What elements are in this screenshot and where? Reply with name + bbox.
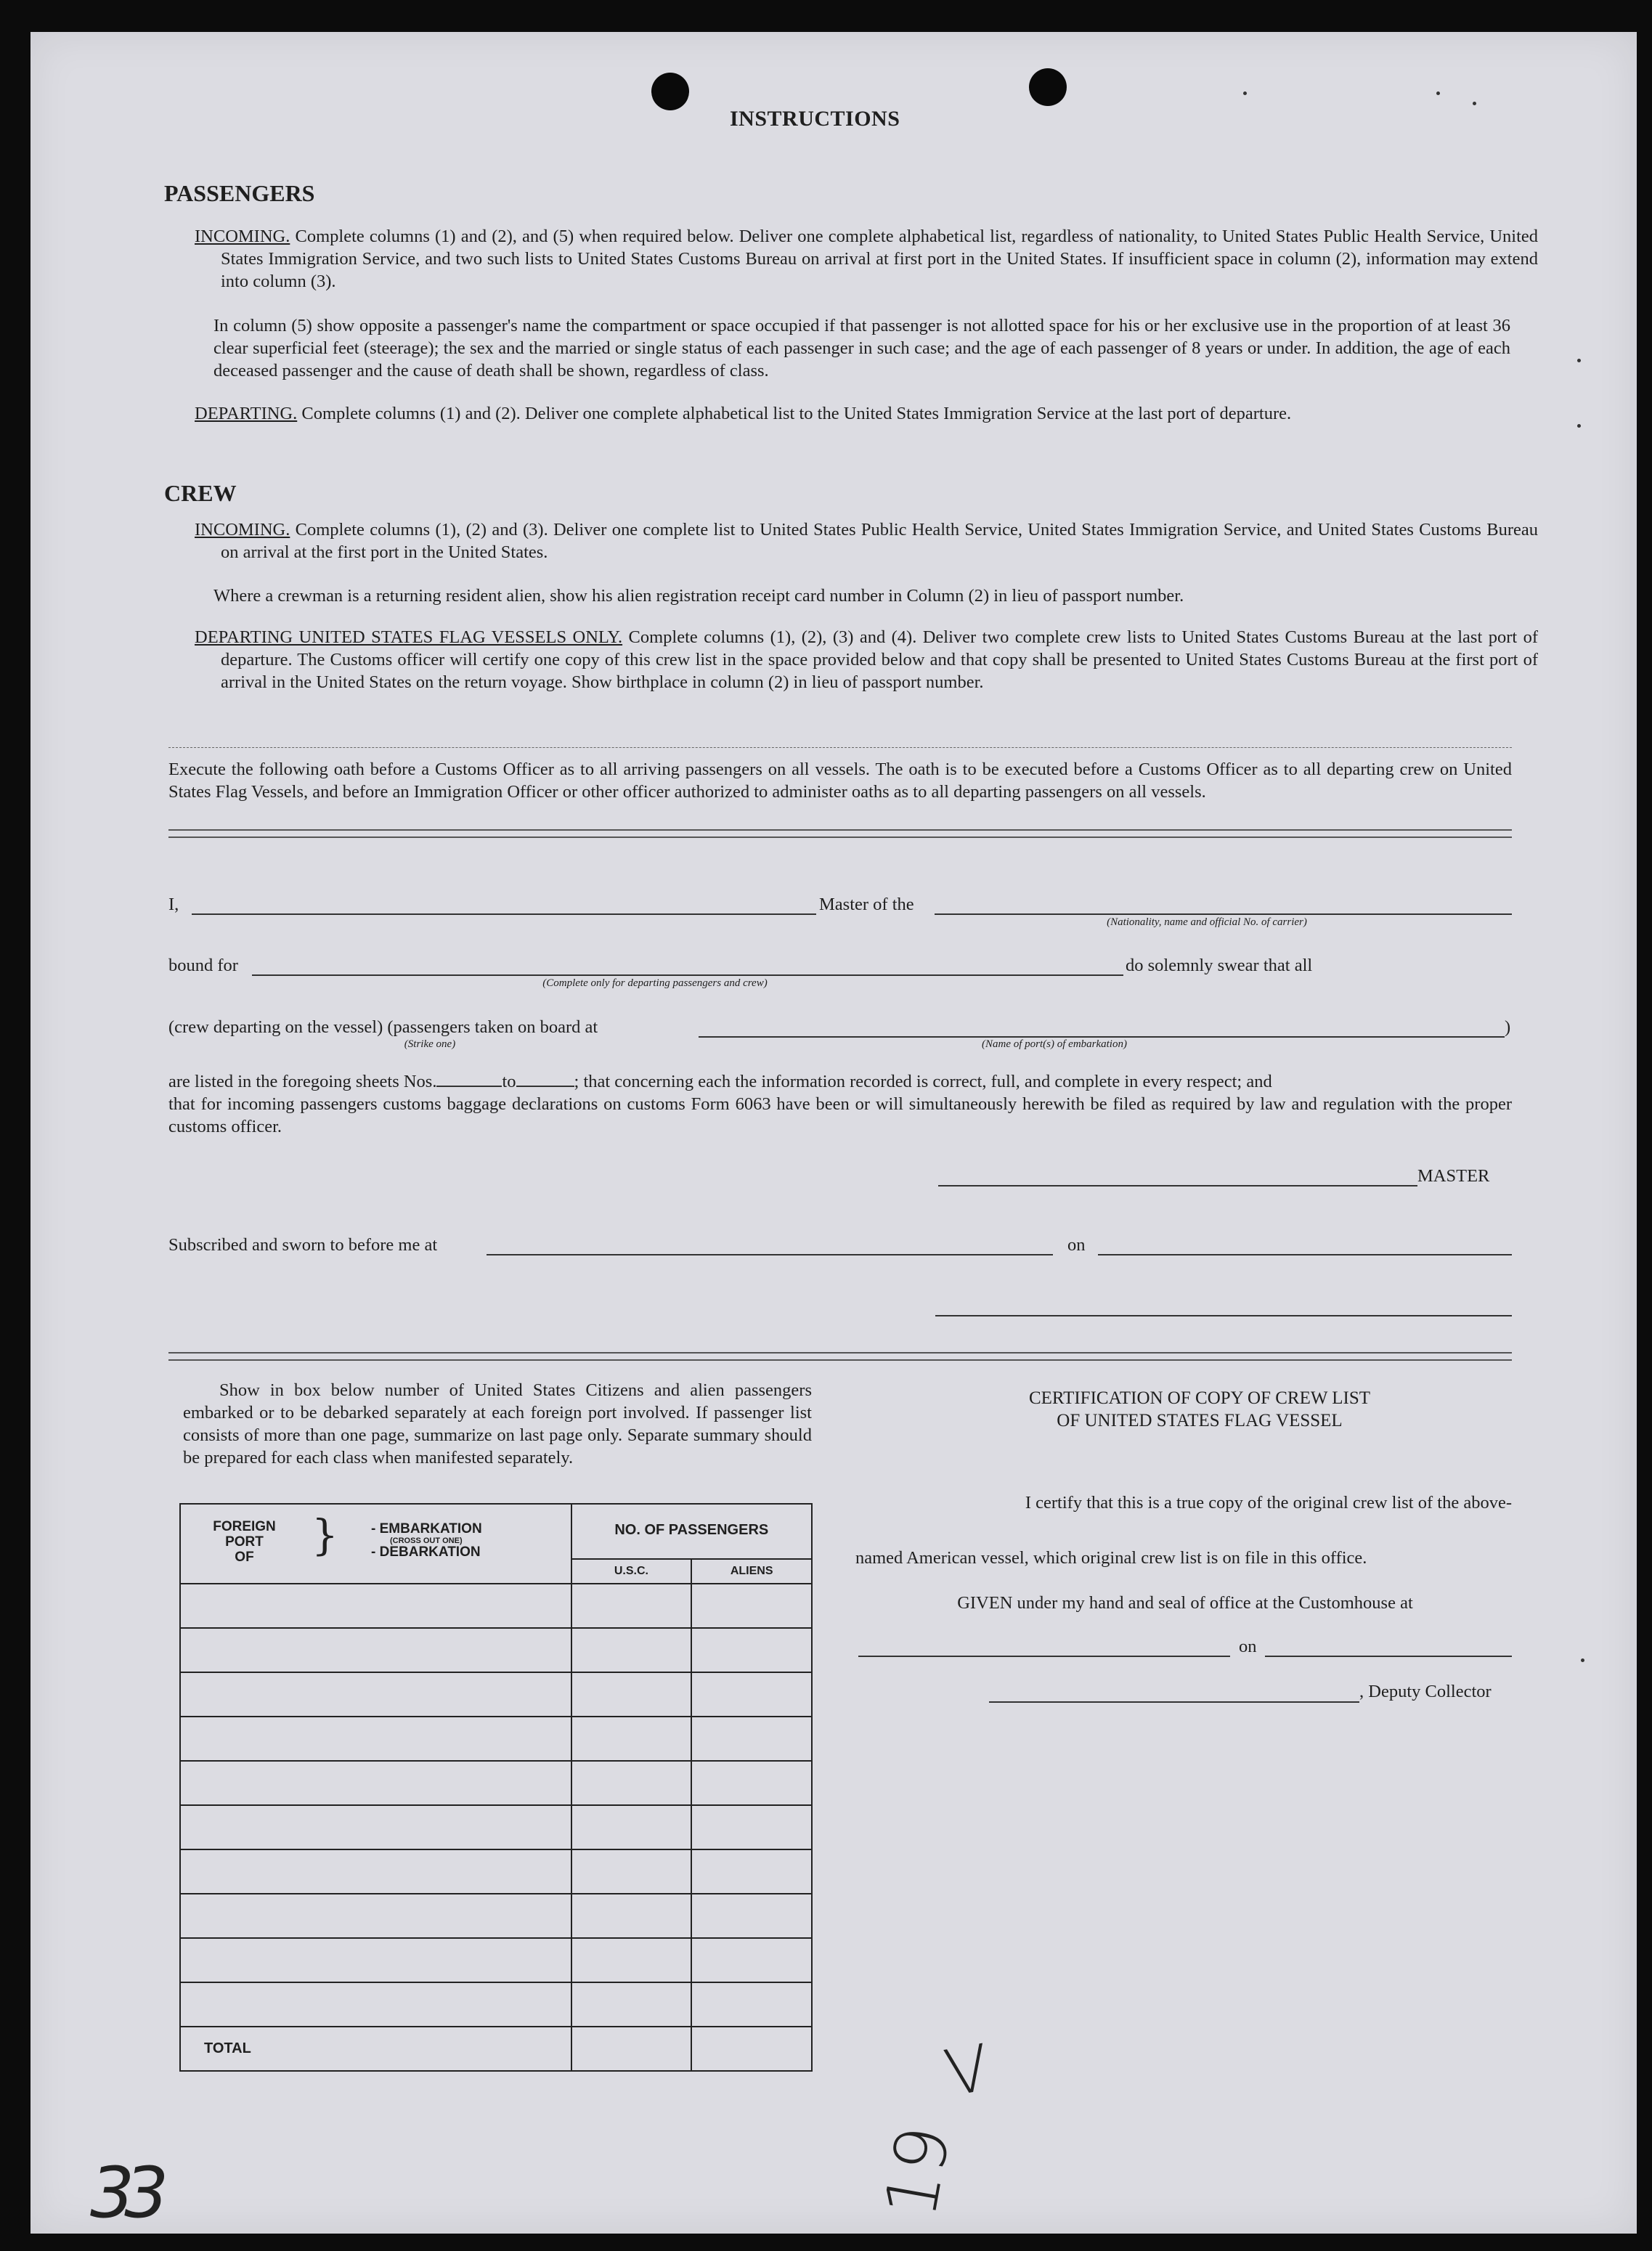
passengers-incoming-text: Complete columns (1) and (2), and (5) when required below. Deliver one complete alphabetical list, regardless of nationality, to United States Public Health Service, United States Immigration Service, and two such lists to United States Customs Bureau on arrival at first port in the United States. If insufficient space in column (2), information may extend into column (3). (221, 227, 1539, 291)
port-cell[interactable] (180, 1805, 571, 1849)
document-page (30, 32, 1637, 2234)
nationality-hint: (Nationality, name and official No. of carrier) (1107, 916, 1307, 928)
oath-close-paren: ) (1505, 1017, 1511, 1037)
no-passengers-label: NO. OF PASSENGERS (572, 1505, 811, 1560)
sheet-from-blank[interactable] (436, 1086, 502, 1087)
crew-incoming-label: INCOMING. (195, 520, 290, 540)
punch-hole-right (1029, 68, 1067, 106)
listed-text-b: ; that concerning each the information recorded is correct, full, and complete in every respect; and (574, 1072, 1272, 1091)
aliens-cell[interactable] (691, 1628, 812, 1672)
port-cell[interactable] (180, 1761, 571, 1805)
carrier-blank[interactable] (935, 913, 1512, 915)
aliens-cell[interactable] (691, 1938, 812, 1982)
total-aliens-cell[interactable] (691, 2027, 812, 2071)
port-header-cell (180, 1504, 571, 1584)
cross-out-label: (CROSS OUT ONE) (390, 1536, 463, 1545)
usc-cell[interactable] (571, 1761, 692, 1805)
total-row (180, 2027, 812, 2071)
certification-date-blank[interactable] (1265, 1656, 1512, 1657)
usc-cell[interactable] (571, 1805, 692, 1849)
aliens-cell[interactable] (691, 1805, 812, 1849)
port-label-of: OF (235, 1550, 254, 1565)
port-cell[interactable] (180, 1982, 571, 2027)
aliens-cell[interactable] (691, 1761, 812, 1805)
aliens-cell[interactable] (691, 1982, 812, 2027)
complete-hint: (Complete only for departing passengers and crew) (542, 977, 768, 989)
bound-for-blank[interactable] (252, 974, 1123, 976)
handwritten-page-number: 33 (90, 2152, 159, 2234)
port-cell[interactable] (180, 1584, 571, 1628)
passengers-departing-text: Complete columns (1) and (2). Deliver one complete alphabetical list to the United States Immigration Service at the last port of departure. (301, 404, 1292, 423)
summary-instructions: Show in box below number of United States Citizens and alien passengers embarked or to be debarked separately at each foreign port involved. If passenger list consists of more than one page, summarize on last page only. Separate summary should be prepared for each class when manifested separately. (183, 1380, 812, 1468)
port-label-port: PORT (225, 1534, 264, 1550)
table-row (180, 1628, 812, 1672)
crew-departing-label: DEPARTING UNITED STATES FLAG VESSELS ONLY. (195, 627, 623, 647)
aliens-cell[interactable] (691, 1717, 812, 1761)
handwritten-check-mark: V (939, 2030, 996, 2112)
customhouse-blank[interactable] (858, 1656, 1230, 1657)
debarkation-label: - DEBARKATION (371, 1544, 481, 1560)
embarkation-label: - EMBARKATION (371, 1521, 482, 1536)
port-cell[interactable] (180, 1894, 571, 1938)
port-cell[interactable] (180, 1849, 571, 1894)
total-label: TOTAL (204, 2040, 251, 2056)
table-row (180, 1894, 812, 1938)
handwritten-number: 19 (869, 2120, 967, 2224)
oath-on: on (1067, 1235, 1086, 1255)
embarkation-port-blank[interactable] (699, 1036, 1505, 1038)
usc-cell[interactable] (571, 1672, 692, 1717)
table-row (180, 1717, 812, 1761)
port-cell[interactable] (180, 1628, 571, 1672)
sheet-to-blank[interactable] (516, 1086, 574, 1087)
passengers-incoming-paragraph (195, 225, 1538, 293)
strike-hint: (Strike one) (404, 1038, 456, 1050)
listed-text-a: are listed in the foregoing sheets Nos. (168, 1072, 437, 1091)
oath-listed-line (168, 1070, 1512, 1093)
usc-label: U.S.C. (572, 1560, 693, 1583)
divider (168, 747, 1512, 748)
ports-hint: (Name of port(s) of embarkation) (982, 1038, 1127, 1050)
usc-cell[interactable] (571, 1938, 692, 1982)
passengers-header-cell (571, 1504, 812, 1584)
oath-bound-for: bound for (168, 956, 238, 975)
certification-title-2: OF UNITED STATES FLAG VESSEL (1057, 1411, 1343, 1430)
page-title: INSTRUCTIONS (730, 107, 900, 131)
speck (1577, 359, 1581, 362)
oath-i-label: I, (168, 895, 179, 914)
certification-line-1: I certify that this is a true copy of the original crew list of the above- (1025, 1493, 1512, 1513)
speck (1577, 424, 1581, 428)
total-label-cell (180, 2027, 571, 2071)
table-row (180, 1584, 812, 1628)
deputy-signature-blank[interactable] (989, 1701, 1359, 1703)
table-row (180, 1805, 812, 1849)
usc-cell[interactable] (571, 1584, 692, 1628)
oath-crew-departing: (crew departing on the vessel) (passengers taken on board at (168, 1017, 598, 1037)
officer-signature-blank[interactable] (935, 1315, 1512, 1316)
port-label-foreign: FOREIGN (213, 1519, 276, 1534)
oath-master-of: Master of the (819, 895, 914, 914)
certification-on: on (1239, 1637, 1257, 1656)
crew-resident-paragraph: Where a crewman is a returning resident alien, show his alien registration receipt card number in Column (2) in lieu of passport number. (213, 586, 1184, 606)
total-usc-cell[interactable] (571, 2027, 692, 2071)
punch-hole-left (651, 73, 689, 110)
brace: } (312, 1510, 338, 1560)
aliens-cell[interactable] (691, 1672, 812, 1717)
aliens-cell[interactable] (691, 1894, 812, 1938)
speck (1581, 1658, 1584, 1662)
port-cell[interactable] (180, 1672, 571, 1717)
passengers-incoming-label: INCOMING. (195, 227, 290, 246)
crew-incoming-text: Complete columns (1), (2) and (3). Deliver one complete list to United States Public Health Service, United States Immigration Service, and United States Customs Bureau on arrival at the first port in the United States. (221, 520, 1538, 562)
certification-line-3: GIVEN under my hand and seal of office at the Customhouse at (957, 1593, 1413, 1613)
aliens-label: ALIENS (730, 1565, 773, 1577)
name-blank[interactable] (192, 913, 816, 915)
listed-to: to (502, 1072, 516, 1091)
usc-cell[interactable] (571, 1717, 692, 1761)
table-row (180, 1982, 812, 2027)
double-rule (168, 829, 1512, 838)
usc-cell[interactable] (571, 1982, 692, 2027)
oath-subscribed: Subscribed and sworn to before me at (168, 1235, 438, 1255)
table-row (180, 1761, 812, 1805)
table-row (180, 1849, 812, 1894)
passengers-departing-label: DEPARTING. (195, 404, 298, 423)
crew-departing-paragraph (195, 626, 1538, 693)
crew-incoming-paragraph (195, 518, 1538, 563)
oath-swear: do solemnly swear that all (1126, 956, 1313, 975)
speck (1473, 102, 1476, 105)
passengers-heading: PASSENGERS (164, 180, 315, 206)
port-cell[interactable] (180, 1938, 571, 1982)
passengers-column5-paragraph: In column (5) show opposite a passenger's name the compartment or space occupied if that passenger is not allotted space for his or her exclusive use in the proportion of at least 36 clear superficial feet (steerage); the sex and the married or single status of each passenger in such case; and the age of each passenger of 8 years or under. In addition, the age of each deceased passenger and the cause of death shall be shown, regardless of class. (213, 316, 1510, 380)
master-signature-blank[interactable] (938, 1185, 1417, 1186)
oath-listed-continued: that for incoming passengers customs baggage declarations on customs Form 6063 have been or will simultaneously herewith be filed as required by law and regulation with the proper customs officer. (168, 1094, 1512, 1136)
certification-title-1: CERTIFICATION OF COPY OF CREW LIST (1028, 1388, 1371, 1408)
passengers-departing-paragraph (195, 402, 1538, 425)
aliens-cell[interactable] (691, 1584, 812, 1628)
port-cell[interactable] (180, 1717, 571, 1761)
usc-cell[interactable] (571, 1628, 692, 1672)
aliens-cell[interactable] (691, 1849, 812, 1894)
speck (1243, 91, 1247, 95)
oath-intro: Execute the following oath before a Customs Officer as to all arriving passengers on all vessels. The oath is to be executed before a Customs Officer as to all departing crew on United States Flag Vessels, and before an Immigration Officer or other officer authorized to administer oaths as to all departing passengers on all vessels. (168, 760, 1512, 802)
crew-heading: CREW (164, 480, 237, 506)
subscribed-place-blank[interactable] (487, 1254, 1053, 1255)
usc-cell[interactable] (571, 1894, 692, 1938)
crew-departing-text: Complete columns (1), (2), (3) and (4). Deliver two complete crew lists to United States Customs Bureau at the last port of departure. The Customs officer will certify one copy of this crew list in the space provided below and that copy shall be presented to United States Customs Bureau at the first port of arrival in the United States on the return voyage. Show birthplace in column (2) in lieu of passport number. (221, 627, 1538, 692)
usc-cell[interactable] (571, 1849, 692, 1894)
speck (1436, 91, 1440, 95)
oath-master-label: MASTER (1417, 1166, 1490, 1186)
certification-title (887, 1387, 1512, 1432)
subscribed-date-blank[interactable] (1098, 1254, 1512, 1255)
double-rule (168, 1352, 1512, 1361)
certification-line-2: named American vessel, which original crew list is on file in this office. (855, 1548, 1367, 1568)
certification-deputy: , Deputy Collector (1359, 1682, 1492, 1701)
table-row (180, 1672, 812, 1717)
passenger-summary-table (179, 1503, 813, 2072)
table-row (180, 1938, 812, 1982)
